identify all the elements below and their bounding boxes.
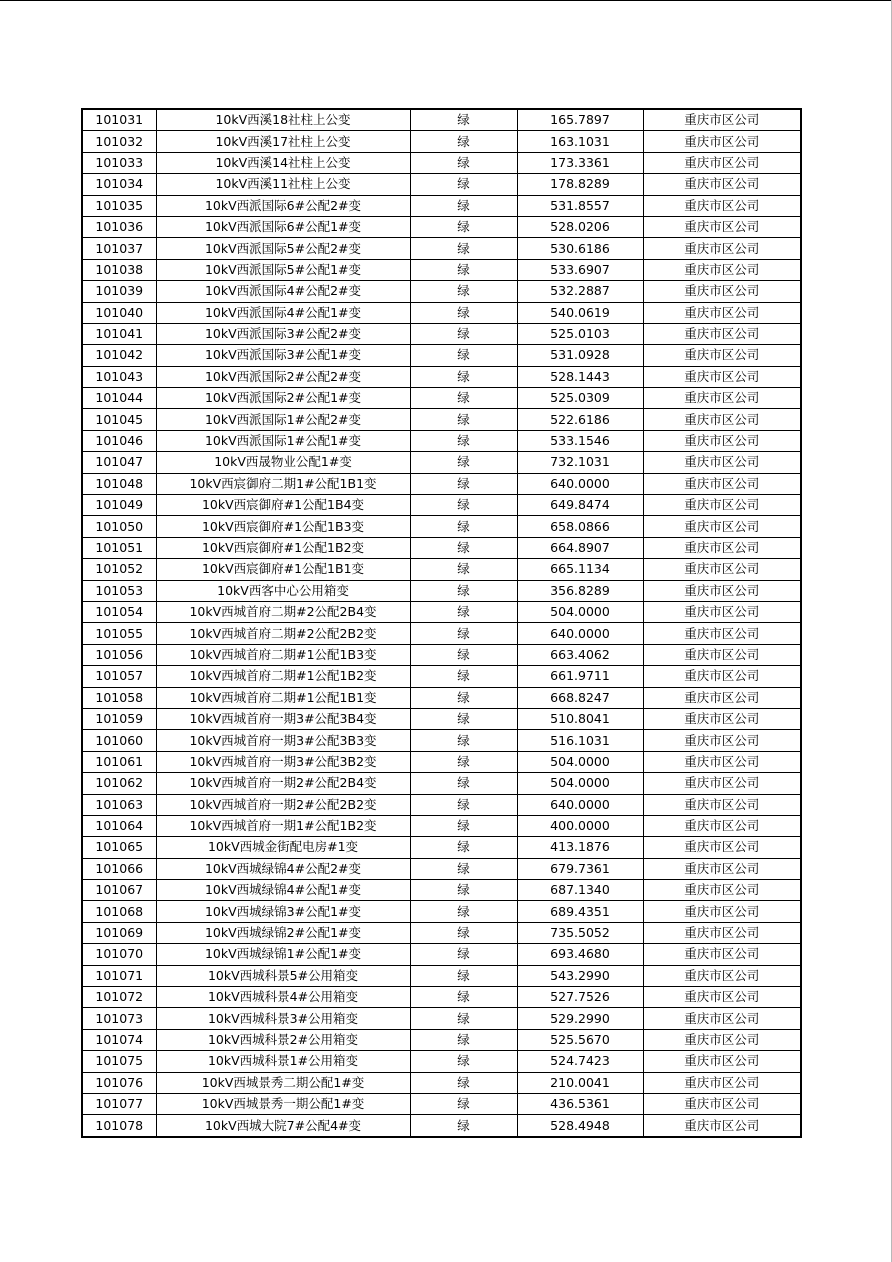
table-row xyxy=(82,773,801,794)
table-row xyxy=(82,281,801,302)
transformer-name-cell: 10kV西城科景5#公用箱变 xyxy=(156,965,410,986)
transformer-name-cell: 10kV西城绿锦4#公配2#变 xyxy=(156,858,410,879)
capacity-value-cell: 210.0041 xyxy=(517,1072,643,1093)
capacity-value-cell: 664.8907 xyxy=(517,537,643,558)
table-row xyxy=(82,1072,801,1093)
capacity-value-cell: 658.0866 xyxy=(517,516,643,537)
table-row xyxy=(82,987,801,1008)
company-cell: 重庆市区公司 xyxy=(643,794,801,815)
capacity-value-cell: 525.5670 xyxy=(517,1029,643,1050)
row-id-cell: 101060 xyxy=(82,730,156,751)
status-color-cell: 绿 xyxy=(410,366,517,387)
status-color-cell: 绿 xyxy=(410,601,517,622)
company-cell: 重庆市区公司 xyxy=(643,323,801,344)
table-row xyxy=(82,302,801,323)
row-id-cell: 101068 xyxy=(82,901,156,922)
status-color-cell: 绿 xyxy=(410,623,517,644)
row-id-cell: 101074 xyxy=(82,1029,156,1050)
row-id-cell: 101078 xyxy=(82,1115,156,1137)
table-row xyxy=(82,559,801,580)
row-id-cell: 101046 xyxy=(82,430,156,451)
transformer-name-cell: 10kV西城首府一期2#公配2B2变 xyxy=(156,794,410,815)
transformer-name-cell: 10kV西城首府一期1#公配1B2变 xyxy=(156,815,410,836)
row-id-cell: 101050 xyxy=(82,516,156,537)
row-id-cell: 101061 xyxy=(82,751,156,772)
status-color-cell: 绿 xyxy=(410,858,517,879)
row-id-cell: 101076 xyxy=(82,1072,156,1093)
row-id-cell: 101053 xyxy=(82,580,156,601)
status-color-cell: 绿 xyxy=(410,1115,517,1137)
transformer-name-cell: 10kV西宸御府#1公配1B3变 xyxy=(156,516,410,537)
row-id-cell: 101075 xyxy=(82,1051,156,1072)
transformer-name-cell: 10kV西派国际2#公配1#变 xyxy=(156,388,410,409)
table-row xyxy=(82,644,801,665)
capacity-value-cell: 524.7423 xyxy=(517,1051,643,1072)
capacity-value-cell: 532.2887 xyxy=(517,281,643,302)
transformer-name-cell: 10kV西城首府二期#1公配1B3变 xyxy=(156,644,410,665)
company-cell: 重庆市区公司 xyxy=(643,1072,801,1093)
company-cell: 重庆市区公司 xyxy=(643,516,801,537)
company-cell: 重庆市区公司 xyxy=(643,965,801,986)
row-id-cell: 101069 xyxy=(82,922,156,943)
transformer-name-cell: 10kV西城首府一期3#公配3B3变 xyxy=(156,730,410,751)
capacity-value-cell: 173.3361 xyxy=(517,152,643,173)
company-cell: 重庆市区公司 xyxy=(643,1029,801,1050)
status-color-cell: 绿 xyxy=(410,495,517,516)
status-color-cell: 绿 xyxy=(410,559,517,580)
company-cell: 重庆市区公司 xyxy=(643,238,801,259)
table-row xyxy=(82,601,801,622)
capacity-value-cell: 522.6186 xyxy=(517,409,643,430)
capacity-value-cell: 689.4351 xyxy=(517,901,643,922)
row-id-cell: 101051 xyxy=(82,537,156,558)
table-row xyxy=(82,216,801,237)
table-row xyxy=(82,388,801,409)
table-row xyxy=(82,1008,801,1029)
status-color-cell: 绿 xyxy=(410,666,517,687)
table-row xyxy=(82,666,801,687)
company-cell: 重庆市区公司 xyxy=(643,131,801,152)
table-row xyxy=(82,687,801,708)
row-id-cell: 101063 xyxy=(82,794,156,815)
company-cell: 重庆市区公司 xyxy=(643,751,801,772)
row-id-cell: 101057 xyxy=(82,666,156,687)
status-color-cell: 绿 xyxy=(410,901,517,922)
status-color-cell: 绿 xyxy=(410,430,517,451)
row-id-cell: 101056 xyxy=(82,644,156,665)
company-cell: 重庆市区公司 xyxy=(643,944,801,965)
table-row xyxy=(82,623,801,644)
row-id-cell: 101044 xyxy=(82,388,156,409)
status-color-cell: 绿 xyxy=(410,152,517,173)
table-row xyxy=(82,323,801,344)
table-row xyxy=(82,730,801,751)
transformer-name-cell: 10kV西城绿锦3#公配1#变 xyxy=(156,901,410,922)
transformer-name-cell: 10kV西城首府二期#2公配2B4变 xyxy=(156,601,410,622)
capacity-value-cell: 531.8557 xyxy=(517,195,643,216)
company-cell: 重庆市区公司 xyxy=(643,880,801,901)
row-id-cell: 101047 xyxy=(82,452,156,473)
transformer-name-cell: 10kV西城首府二期#2公配2B2变 xyxy=(156,623,410,644)
row-id-cell: 101065 xyxy=(82,837,156,858)
status-color-cell: 绿 xyxy=(410,815,517,836)
transformer-name-cell: 10kV西派国际2#公配2#变 xyxy=(156,366,410,387)
row-id-cell: 101059 xyxy=(82,708,156,729)
table-row xyxy=(82,131,801,152)
company-cell: 重庆市区公司 xyxy=(643,644,801,665)
capacity-value-cell: 640.0000 xyxy=(517,623,643,644)
capacity-value-cell: 527.7526 xyxy=(517,987,643,1008)
company-cell: 重庆市区公司 xyxy=(643,901,801,922)
status-color-cell: 绿 xyxy=(410,516,517,537)
table-row xyxy=(82,109,801,131)
table-row xyxy=(82,174,801,195)
row-id-cell: 101036 xyxy=(82,216,156,237)
status-color-cell: 绿 xyxy=(410,109,517,131)
capacity-value-cell: 640.0000 xyxy=(517,794,643,815)
transformer-name-cell: 10kV西城景秀二期公配1#变 xyxy=(156,1072,410,1093)
status-color-cell: 绿 xyxy=(410,751,517,772)
table-row xyxy=(82,345,801,366)
capacity-value-cell: 525.0103 xyxy=(517,323,643,344)
company-cell: 重庆市区公司 xyxy=(643,302,801,323)
status-color-cell: 绿 xyxy=(410,216,517,237)
transformer-name-cell: 10kV西宸御府#1公配1B1变 xyxy=(156,559,410,580)
status-color-cell: 绿 xyxy=(410,537,517,558)
row-id-cell: 101041 xyxy=(82,323,156,344)
table-row xyxy=(82,837,801,858)
status-color-cell: 绿 xyxy=(410,922,517,943)
company-cell: 重庆市区公司 xyxy=(643,623,801,644)
capacity-value-cell: 687.1340 xyxy=(517,880,643,901)
table-row xyxy=(82,815,801,836)
status-color-cell: 绿 xyxy=(410,473,517,494)
company-cell: 重庆市区公司 xyxy=(643,366,801,387)
company-cell: 重庆市区公司 xyxy=(643,858,801,879)
capacity-value-cell: 528.0206 xyxy=(517,216,643,237)
table-row xyxy=(82,516,801,537)
status-color-cell: 绿 xyxy=(410,1051,517,1072)
capacity-value-cell: 525.0309 xyxy=(517,388,643,409)
company-cell: 重庆市区公司 xyxy=(643,837,801,858)
transformer-name-cell: 10kV西宸御府#1公配1B2变 xyxy=(156,537,410,558)
table-row xyxy=(82,495,801,516)
capacity-value-cell: 504.0000 xyxy=(517,751,643,772)
capacity-value-cell: 533.1546 xyxy=(517,430,643,451)
capacity-value-cell: 163.1031 xyxy=(517,131,643,152)
table-row xyxy=(82,366,801,387)
company-cell: 重庆市区公司 xyxy=(643,195,801,216)
row-id-cell: 101045 xyxy=(82,409,156,430)
transformer-name-cell: 10kV西城金街配电房#1变 xyxy=(156,837,410,858)
page-top-border xyxy=(0,0,892,1)
status-color-cell: 绿 xyxy=(410,281,517,302)
table-row xyxy=(82,537,801,558)
company-cell: 重庆市区公司 xyxy=(643,259,801,280)
company-cell: 重庆市区公司 xyxy=(643,773,801,794)
status-color-cell: 绿 xyxy=(410,687,517,708)
row-id-cell: 101042 xyxy=(82,345,156,366)
table-row xyxy=(82,708,801,729)
capacity-value-cell: 516.1031 xyxy=(517,730,643,751)
company-cell: 重庆市区公司 xyxy=(643,708,801,729)
capacity-value-cell: 165.7897 xyxy=(517,109,643,131)
table-body xyxy=(82,109,801,1137)
transformer-name-cell: 10kV西城首府一期3#公配3B4变 xyxy=(156,708,410,729)
capacity-value-cell: 178.8289 xyxy=(517,174,643,195)
row-id-cell: 101037 xyxy=(82,238,156,259)
row-id-cell: 101064 xyxy=(82,815,156,836)
transformer-name-cell: 10kV西城科景3#公用箱变 xyxy=(156,1008,410,1029)
data-table xyxy=(81,108,802,1138)
transformer-name-cell: 10kV西溪14社柱上公变 xyxy=(156,152,410,173)
status-color-cell: 绿 xyxy=(410,1072,517,1093)
company-cell: 重庆市区公司 xyxy=(643,987,801,1008)
row-id-cell: 101058 xyxy=(82,687,156,708)
company-cell: 重庆市区公司 xyxy=(643,922,801,943)
table-row xyxy=(82,409,801,430)
row-id-cell: 101062 xyxy=(82,773,156,794)
status-color-cell: 绿 xyxy=(410,965,517,986)
company-cell: 重庆市区公司 xyxy=(643,109,801,131)
row-id-cell: 101066 xyxy=(82,858,156,879)
status-color-cell: 绿 xyxy=(410,837,517,858)
company-cell: 重庆市区公司 xyxy=(643,281,801,302)
transformer-name-cell: 10kV西宸御府二期1#公配1B1变 xyxy=(156,473,410,494)
transformer-name-cell: 10kV西派国际4#公配1#变 xyxy=(156,302,410,323)
transformer-name-cell: 10kV西城绿锦2#公配1#变 xyxy=(156,922,410,943)
capacity-value-cell: 679.7361 xyxy=(517,858,643,879)
table-row xyxy=(82,430,801,451)
table-row xyxy=(82,1051,801,1072)
status-color-cell: 绿 xyxy=(410,409,517,430)
company-cell: 重庆市区公司 xyxy=(643,430,801,451)
capacity-value-cell: 533.6907 xyxy=(517,259,643,280)
table-row xyxy=(82,880,801,901)
row-id-cell: 101071 xyxy=(82,965,156,986)
table-row xyxy=(82,238,801,259)
status-color-cell: 绿 xyxy=(410,794,517,815)
table-row xyxy=(82,965,801,986)
transformer-name-cell: 10kV西城科景1#公用箱变 xyxy=(156,1051,410,1072)
status-color-cell: 绿 xyxy=(410,388,517,409)
transformer-name-cell: 10kV西城首府一期3#公配3B2变 xyxy=(156,751,410,772)
status-color-cell: 绿 xyxy=(410,730,517,751)
transformer-name-cell: 10kV西晟物业公配1#变 xyxy=(156,452,410,473)
row-id-cell: 101055 xyxy=(82,623,156,644)
row-id-cell: 101038 xyxy=(82,259,156,280)
company-cell: 重庆市区公司 xyxy=(643,1051,801,1072)
table-row xyxy=(82,858,801,879)
table-row xyxy=(82,452,801,473)
company-cell: 重庆市区公司 xyxy=(643,345,801,366)
company-cell: 重庆市区公司 xyxy=(643,473,801,494)
capacity-value-cell: 531.0928 xyxy=(517,345,643,366)
table-row xyxy=(82,901,801,922)
transformer-name-cell: 10kV西溪18社柱上公变 xyxy=(156,109,410,131)
status-color-cell: 绿 xyxy=(410,174,517,195)
table-row xyxy=(82,473,801,494)
table-row xyxy=(82,794,801,815)
status-color-cell: 绿 xyxy=(410,452,517,473)
status-color-cell: 绿 xyxy=(410,1093,517,1114)
row-id-cell: 101040 xyxy=(82,302,156,323)
transformer-name-cell: 10kV西派国际3#公配1#变 xyxy=(156,345,410,366)
capacity-value-cell: 504.0000 xyxy=(517,601,643,622)
capacity-value-cell: 693.4680 xyxy=(517,944,643,965)
row-id-cell: 101070 xyxy=(82,944,156,965)
status-color-cell: 绿 xyxy=(410,345,517,366)
row-id-cell: 101072 xyxy=(82,987,156,1008)
table-row xyxy=(82,922,801,943)
status-color-cell: 绿 xyxy=(410,259,517,280)
row-id-cell: 101073 xyxy=(82,1008,156,1029)
row-id-cell: 101033 xyxy=(82,152,156,173)
row-id-cell: 101077 xyxy=(82,1093,156,1114)
capacity-value-cell: 665.1134 xyxy=(517,559,643,580)
capacity-value-cell: 735.5052 xyxy=(517,922,643,943)
table-row xyxy=(82,1093,801,1114)
company-cell: 重庆市区公司 xyxy=(643,666,801,687)
transformer-name-cell: 10kV西派国际3#公配2#变 xyxy=(156,323,410,344)
row-id-cell: 101067 xyxy=(82,880,156,901)
transformer-name-cell: 10kV西派国际1#公配2#变 xyxy=(156,409,410,430)
row-id-cell: 101039 xyxy=(82,281,156,302)
company-cell: 重庆市区公司 xyxy=(643,559,801,580)
status-color-cell: 绿 xyxy=(410,1029,517,1050)
transformer-name-cell: 10kV西城科景2#公用箱变 xyxy=(156,1029,410,1050)
transformer-name-cell: 10kV西城首府二期#1公配1B1变 xyxy=(156,687,410,708)
company-cell: 重庆市区公司 xyxy=(643,152,801,173)
capacity-value-cell: 530.6186 xyxy=(517,238,643,259)
company-cell: 重庆市区公司 xyxy=(643,601,801,622)
table-row xyxy=(82,152,801,173)
table-row xyxy=(82,580,801,601)
capacity-value-cell: 528.1443 xyxy=(517,366,643,387)
capacity-value-cell: 663.4062 xyxy=(517,644,643,665)
company-cell: 重庆市区公司 xyxy=(643,174,801,195)
company-cell: 重庆市区公司 xyxy=(643,1008,801,1029)
status-color-cell: 绿 xyxy=(410,880,517,901)
transformer-name-cell: 10kV西城首府一期2#公配2B4变 xyxy=(156,773,410,794)
status-color-cell: 绿 xyxy=(410,238,517,259)
status-color-cell: 绿 xyxy=(410,302,517,323)
capacity-value-cell: 732.1031 xyxy=(517,452,643,473)
row-id-cell: 101049 xyxy=(82,495,156,516)
table-row xyxy=(82,1029,801,1050)
table-row xyxy=(82,195,801,216)
transformer-name-cell: 10kV西城首府二期#1公配1B2变 xyxy=(156,666,410,687)
company-cell: 重庆市区公司 xyxy=(643,537,801,558)
status-color-cell: 绿 xyxy=(410,195,517,216)
transformer-name-cell: 10kV西派国际6#公配2#变 xyxy=(156,195,410,216)
capacity-value-cell: 668.8247 xyxy=(517,687,643,708)
transformer-name-cell: 10kV西城大院7#公配4#变 xyxy=(156,1115,410,1137)
company-cell: 重庆市区公司 xyxy=(643,730,801,751)
transformer-name-cell: 10kV西城绿锦1#公配1#变 xyxy=(156,944,410,965)
row-id-cell: 101032 xyxy=(82,131,156,152)
table-row xyxy=(82,259,801,280)
table-row xyxy=(82,751,801,772)
status-color-cell: 绿 xyxy=(410,708,517,729)
transformer-name-cell: 10kV西派国际1#公配1#变 xyxy=(156,430,410,451)
company-cell: 重庆市区公司 xyxy=(643,815,801,836)
transformer-name-cell: 10kV西派国际5#公配2#变 xyxy=(156,238,410,259)
capacity-value-cell: 640.0000 xyxy=(517,473,643,494)
transformer-name-cell: 10kV西溪11社柱上公变 xyxy=(156,174,410,195)
row-id-cell: 101035 xyxy=(82,195,156,216)
company-cell: 重庆市区公司 xyxy=(643,452,801,473)
company-cell: 重庆市区公司 xyxy=(643,409,801,430)
transformer-name-cell: 10kV西派国际5#公配1#变 xyxy=(156,259,410,280)
table-row xyxy=(82,944,801,965)
transformer-name-cell: 10kV西客中心公用箱变 xyxy=(156,580,410,601)
row-id-cell: 101048 xyxy=(82,473,156,494)
capacity-value-cell: 661.9711 xyxy=(517,666,643,687)
status-color-cell: 绿 xyxy=(410,323,517,344)
capacity-value-cell: 504.0000 xyxy=(517,773,643,794)
transformer-name-cell: 10kV西宸御府#1公配1B4变 xyxy=(156,495,410,516)
capacity-value-cell: 510.8041 xyxy=(517,708,643,729)
transformer-name-cell: 10kV西城景秀一期公配1#变 xyxy=(156,1093,410,1114)
transformer-name-cell: 10kV西城科景4#公用箱变 xyxy=(156,987,410,1008)
transformer-name-cell: 10kV西城绿锦4#公配1#变 xyxy=(156,880,410,901)
company-cell: 重庆市区公司 xyxy=(643,388,801,409)
row-id-cell: 101054 xyxy=(82,601,156,622)
row-id-cell: 101043 xyxy=(82,366,156,387)
status-color-cell: 绿 xyxy=(410,773,517,794)
row-id-cell: 101034 xyxy=(82,174,156,195)
status-color-cell: 绿 xyxy=(410,944,517,965)
transformer-name-cell: 10kV西派国际6#公配1#变 xyxy=(156,216,410,237)
row-id-cell: 101052 xyxy=(82,559,156,580)
company-cell: 重庆市区公司 xyxy=(643,1093,801,1114)
transformer-name-cell: 10kV西溪17社柱上公变 xyxy=(156,131,410,152)
company-cell: 重庆市区公司 xyxy=(643,216,801,237)
table-row xyxy=(82,1115,801,1137)
capacity-value-cell: 649.8474 xyxy=(517,495,643,516)
company-cell: 重庆市区公司 xyxy=(643,495,801,516)
status-color-cell: 绿 xyxy=(410,1008,517,1029)
status-color-cell: 绿 xyxy=(410,580,517,601)
status-color-cell: 绿 xyxy=(410,131,517,152)
status-color-cell: 绿 xyxy=(410,644,517,665)
capacity-value-cell: 356.8289 xyxy=(517,580,643,601)
company-cell: 重庆市区公司 xyxy=(643,1115,801,1137)
transformer-name-cell: 10kV西派国际4#公配2#变 xyxy=(156,281,410,302)
status-color-cell: 绿 xyxy=(410,987,517,1008)
capacity-value-cell: 400.0000 xyxy=(517,815,643,836)
capacity-value-cell: 436.5361 xyxy=(517,1093,643,1114)
capacity-value-cell: 528.4948 xyxy=(517,1115,643,1137)
company-cell: 重庆市区公司 xyxy=(643,580,801,601)
capacity-value-cell: 543.2990 xyxy=(517,965,643,986)
company-cell: 重庆市区公司 xyxy=(643,687,801,708)
capacity-value-cell: 540.0619 xyxy=(517,302,643,323)
row-id-cell: 101031 xyxy=(82,109,156,131)
capacity-value-cell: 529.2990 xyxy=(517,1008,643,1029)
capacity-value-cell: 413.1876 xyxy=(517,837,643,858)
